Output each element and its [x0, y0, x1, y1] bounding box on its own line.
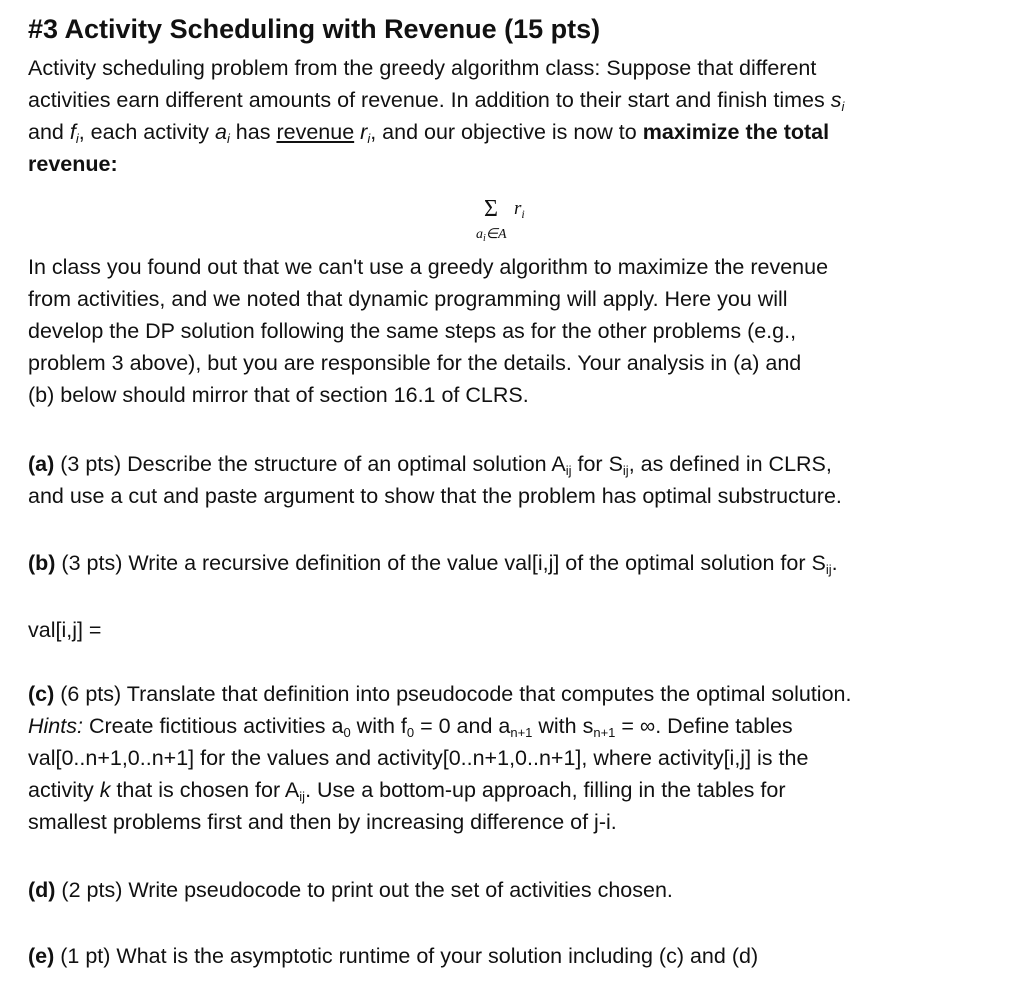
part-d — [28, 874, 1003, 906]
part-d-text: (2 pts) Write pseudocode to print out the set of activities chosen. — [55, 878, 673, 902]
part-b-sub: ij — [825, 562, 832, 577]
intro-line-3-mid: , each activity — [78, 120, 215, 144]
part-b-text: (3 pts) Write a recursive definition of the value val[i,j] of the optimal solution for S — [55, 551, 826, 575]
intro-line-2 — [28, 88, 844, 112]
part-c-line-1: (6 pts) Translate that definition into pseudocode that computes the optimal solution. — [54, 682, 852, 706]
problem-title: #3 Activity Scheduling with Revenue (15 pts) — [28, 14, 601, 44]
part-c-line-2-c: = 0 and a — [414, 714, 511, 738]
val-line: val[i,j] = — [28, 618, 102, 642]
part-b-label: (b) — [28, 551, 56, 575]
var-f: f — [69, 120, 76, 144]
part-d-label: (d) — [28, 878, 56, 902]
var-a: a — [214, 120, 227, 144]
class-line-3: develop the DP solution following the same steps as for the other problems (e.g., — [28, 319, 797, 343]
var-r: r — [360, 120, 368, 144]
var-k: k — [99, 778, 111, 802]
part-a-label: (a) — [28, 452, 55, 476]
intro-line-1: Activity scheduling problem from the greedy algorithm class: Suppose that different — [28, 56, 817, 80]
class-paragraph — [28, 251, 1003, 411]
formula-limit — [476, 226, 507, 243]
formula-in-a: ∈A — [485, 227, 507, 242]
intro-line-2-text: activities earn different amounts of revenue. In addition to their start and finish times — [28, 88, 831, 112]
hints-label: Hints: — [28, 714, 83, 738]
class-line-1: In class you found out that we can't use a greedy algorithm to maximize the revenue — [28, 255, 829, 279]
part-c-sub-4: ij — [299, 789, 306, 804]
part-c-line-4-a: activity — [28, 778, 100, 802]
part-c-sub-3: n+1 — [593, 725, 616, 740]
intro-line-3 — [28, 120, 829, 144]
intro-line-3-has: has — [229, 120, 277, 144]
part-a-sub-1: ij — [565, 463, 572, 478]
intro-line-3-post: , and our objective is now to — [370, 120, 643, 144]
part-b-end: . — [831, 551, 838, 575]
part-c-label: (c) — [28, 682, 55, 706]
part-e-text: (1 pt) What is the asymptotic runtime of your solution including (c) and (d) — [54, 944, 759, 968]
var-s: s — [830, 88, 842, 112]
sum-formula — [470, 196, 550, 248]
part-c-sub-0: 0 — [343, 725, 351, 740]
part-c-line-2-a: Create fictitious activities a — [82, 714, 344, 738]
var-r-sub: i — [367, 131, 371, 146]
formula-r-sub: i — [521, 207, 525, 221]
class-line-2: from activities, and we noted that dynamic programming will apply. Here you will — [28, 287, 788, 311]
part-c-sub-2: n+1 — [510, 725, 533, 740]
class-line-4: problem 3 above), but you are responsible for the details. Your analysis in (a) and — [28, 351, 802, 375]
formula-r — [514, 198, 525, 220]
part-e — [28, 940, 1003, 972]
part-c-line-2-b: with f — [350, 714, 407, 738]
sigma-symbol: Σ — [484, 196, 498, 222]
formula-a: a — [476, 227, 483, 242]
document-page — [28, 10, 1003, 180]
part-b — [28, 547, 1003, 579]
part-c — [28, 678, 1003, 838]
part-a-sub-2: ij — [622, 463, 629, 478]
revenue-bold: revenue: — [28, 152, 118, 176]
part-a-line-1-mid: for S — [571, 452, 623, 476]
intro-paragraph — [28, 52, 1003, 180]
part-a — [28, 448, 1003, 512]
part-c-line-5: smallest problems first and then by increasing difference of j-i. — [28, 810, 617, 834]
part-a-line-1-post: , as defined in CLRS, — [628, 452, 832, 476]
part-c-line-2-e: = ∞. Define tables — [615, 714, 793, 738]
part-c-line-3: val[0..n+1,0..n+1] for the values and activity[0..n+1,0..n+1], where activity[i,j] is the — [28, 746, 809, 770]
maximize-bold: maximize the total — [642, 120, 830, 144]
part-c-line-2-d: with s — [532, 714, 594, 738]
part-e-label: (e) — [28, 944, 55, 968]
part-a-line-1-pre: (3 pts) Describe the structure of an optimal solution A — [54, 452, 566, 476]
var-s-sub: i — [841, 99, 845, 114]
intro-line-3-pre: and — [28, 120, 70, 144]
part-c-line-4-b: that is chosen for A — [110, 778, 300, 802]
part-c-sub-1: 0 — [406, 725, 415, 740]
revenue-underlined: revenue — [276, 120, 355, 144]
formula-a-sub: i — [483, 233, 486, 244]
part-a-line-2: and use a cut and paste argument to show that the problem has optimal substructure. — [28, 484, 842, 508]
formula-r-var: r — [514, 198, 522, 219]
class-line-5: (b) below should mirror that of section 16.1 of CLRS. — [28, 383, 529, 407]
part-c-line-4-c: . Use a bottom-up approach, filling in the tables for — [305, 778, 786, 802]
var-a-sub: i — [226, 131, 230, 146]
var-f-sub: i — [75, 131, 79, 146]
